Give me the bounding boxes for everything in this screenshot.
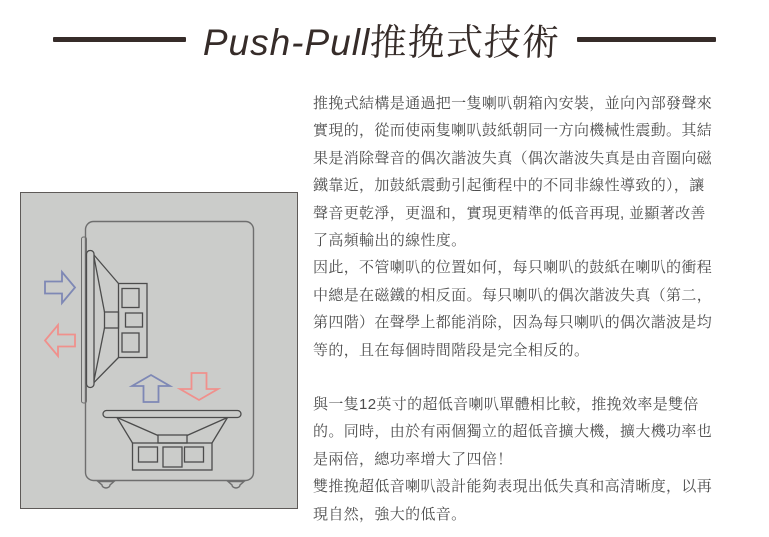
paragraph-conclusion: 雙推挽超低音喇叭設計能夠表現出低失真和高清晰度，以再現自然，強大的低音。 [313, 478, 713, 523]
side-woofer-voicecoil [105, 312, 119, 328]
page-title-latin: Push-Pull [202, 22, 371, 63]
bottom-woofer [103, 411, 241, 471]
article-text [313, 90, 717, 528]
bottom-woofer-voicecoil [158, 435, 187, 443]
pull-down-arrow-icon [180, 373, 218, 400]
bottom-woofer-flange [103, 411, 241, 418]
title-rule-left [53, 37, 186, 42]
paragraph-structure: 推挽式結構是通過把一隻喇叭朝箱內安裝，並向內部發聲來實現的，從而使兩隻喇叭鼓紙朝同一方向機械性震動。其結果是消除聲音的偶次諧波失真（偶次諧波失真是由音圈向磁鐵靠近，加鼓紙震動引起衝程中的不同非線性導致的），讓聲音更乾淨，更溫和，實現更精準的低音再現, 並顯著改善了高頻輸出的線性度。 [313, 95, 713, 250]
cabinet-foot-right [228, 482, 244, 489]
push-right-arrow-icon [45, 272, 75, 303]
side-woofer-flange [87, 251, 95, 388]
paragraph-efficiency: 與一隻12英寸的超低音喇叭單體相比較，推挽效率是雙倍的。同時，由於有兩個獨立的超低音擴大機，擴大機功率也是兩倍，總功率增大了四倍！ [313, 396, 713, 468]
pull-left-arrow-icon [45, 325, 75, 356]
paragraph-cancellation: 因此，不管喇叭的位置如何，每只喇叭的鼓紙在喇叭的衝程中總是在磁鐵的相反面。每只喇叭的偶次諧波失真（第二，第四階）在聲學上都能消除，因為每只喇叭的偶次諧波是均等的，且在每個時間階段是完全相反的。 [313, 259, 713, 359]
title-rule-right [577, 37, 716, 42]
pushpull-diagram [20, 192, 298, 509]
cabinet-foot-left [98, 482, 114, 489]
page-title [203, 12, 560, 66]
page-header [0, 0, 769, 78]
cabinet-outline [82, 222, 254, 489]
page-title-cjk: 推挽式技術 [368, 22, 562, 63]
push-up-arrow-icon [132, 375, 170, 402]
speaker-cabinet-drawing [21, 193, 296, 507]
side-woofer [87, 251, 148, 388]
